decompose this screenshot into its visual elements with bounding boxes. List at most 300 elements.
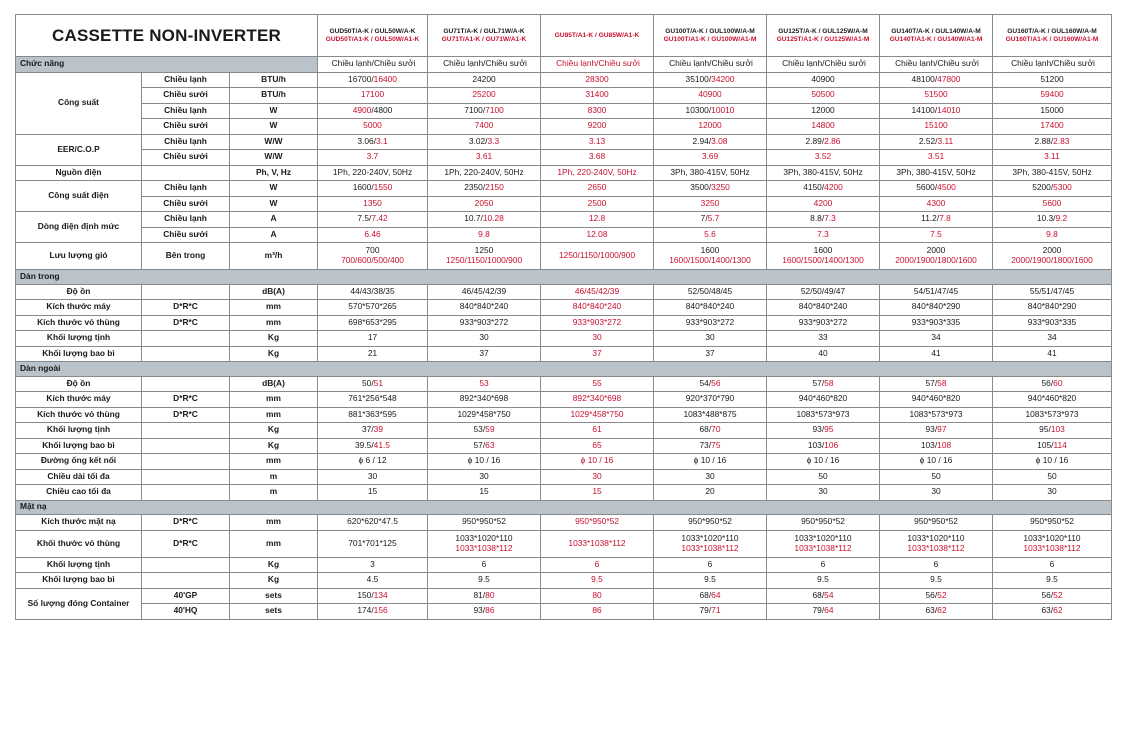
value-cell: 46/45/42/39	[428, 284, 541, 300]
value-part: 10010	[711, 104, 735, 115]
value-part: 7.42	[371, 213, 388, 224]
value-part: 64	[711, 589, 721, 600]
value-part: 53/	[473, 424, 486, 435]
model-header	[318, 15, 428, 57]
model-name-primary: GU71T/A-K / GUL71W/A-K	[443, 27, 525, 35]
value-part: 3250	[700, 197, 720, 208]
value-cell: 41	[880, 346, 993, 362]
value-part: 4200	[813, 197, 833, 208]
row-sublabel: Chiều sưởi	[142, 150, 230, 166]
table-row	[16, 573, 1112, 589]
value-part: 1550	[373, 182, 393, 193]
value-part: 3.08	[711, 135, 728, 146]
value-cell: 950*950*52	[541, 515, 654, 531]
value-part: 68/	[699, 589, 712, 600]
row-label: Công suất điện	[16, 181, 142, 212]
value-cell	[318, 376, 428, 392]
value-cell	[428, 103, 541, 119]
value-cell: 3.68	[541, 150, 654, 166]
value-line-2: 1033*1038*112	[907, 542, 965, 553]
value-cell: Chiều lạnh/Chiều sưởi	[541, 57, 654, 73]
value-cell	[654, 227, 767, 243]
section-header: Mặt nạ	[16, 500, 1112, 515]
value-cell: 940*460*820	[767, 392, 880, 408]
value-cell: 1029*458*750	[541, 407, 654, 423]
row-label: Khối thước vỏ thùng	[16, 530, 142, 557]
value-part: 2350/	[464, 182, 486, 193]
value-cell: 3Ph, 380-415V, 50Hz	[654, 165, 767, 181]
value-part: 57/	[473, 439, 486, 450]
value-cell	[428, 88, 541, 104]
value-cell	[428, 181, 541, 197]
value-cell: 30	[654, 469, 767, 485]
table-row	[16, 57, 1112, 73]
row-sublabel: 40'GP	[142, 588, 230, 604]
row-unit: A	[230, 212, 318, 228]
value-cell: ϕ 10 / 16	[654, 454, 767, 470]
value-line-2: 1033*1038*112	[794, 542, 852, 553]
value-part: 5.7	[707, 213, 720, 224]
value-part: 14100/	[911, 104, 938, 115]
value-part: 95	[824, 424, 834, 435]
value-cell	[654, 243, 767, 270]
value-cell: 65	[541, 438, 654, 454]
row-label: Khối lượng bao bì	[16, 346, 142, 362]
value-part: 7100	[485, 104, 504, 115]
value-cell	[318, 227, 428, 243]
value-cell	[428, 212, 541, 228]
value-cell: 34	[993, 331, 1112, 347]
value-cell	[767, 530, 880, 557]
value-part: 7.8	[939, 213, 951, 224]
model-name-secondary: GUD50T/A1-K / GUL50W/A1-K	[325, 35, 420, 43]
row-unit: Kg	[230, 331, 318, 347]
value-cell	[993, 438, 1112, 454]
value-cell	[654, 134, 767, 150]
table-row	[16, 270, 1112, 285]
value-part: 3.11	[937, 135, 954, 146]
value-part: 134	[373, 589, 388, 600]
value-cell	[654, 119, 767, 135]
value-cell	[880, 134, 993, 150]
row-sublabel: D*R*C	[142, 407, 230, 423]
value-part: 6.46	[364, 228, 381, 239]
value-cell	[654, 423, 767, 439]
value-cell: 840*840*290	[993, 300, 1112, 316]
value-part: 3.1	[375, 135, 388, 146]
value-cell	[767, 181, 880, 197]
value-cell: 61	[541, 423, 654, 439]
value-cell: 51200	[993, 72, 1112, 88]
value-line-1: 1600	[700, 245, 720, 256]
row-unit: sets	[230, 604, 318, 620]
value-cell	[767, 243, 880, 270]
value-part: 5300	[1053, 182, 1072, 193]
value-cell: 1083*573*973	[767, 407, 880, 423]
table-row	[16, 212, 1112, 228]
value-part: 79/	[812, 605, 825, 616]
value-part: 56/	[1041, 377, 1054, 388]
row-sublabel: Chiều sưởi	[142, 196, 230, 212]
value-line-2: 1600/1500/1400/1300	[782, 255, 864, 265]
value-cell	[993, 212, 1112, 228]
model-header	[767, 15, 880, 57]
value-part: 7/	[700, 213, 708, 224]
value-part: 97	[937, 424, 947, 435]
value-cell: 2500	[541, 196, 654, 212]
value-cell: ϕ 10 / 16	[993, 454, 1112, 470]
model-name-secondary: GU71T/A1-K / GU71W/A1-K	[441, 35, 527, 43]
table-row	[16, 284, 1112, 300]
value-cell	[428, 438, 541, 454]
row-sublabel: D*R*C	[142, 315, 230, 331]
value-part: 2.52/	[918, 135, 938, 146]
value-cell	[880, 150, 993, 166]
value-cell: 933*903*272	[428, 315, 541, 331]
value-cell	[880, 438, 993, 454]
value-part: 3.02/	[468, 135, 488, 146]
value-part: 41.5	[373, 439, 390, 450]
value-cell	[767, 588, 880, 604]
value-line-2: 1600/1500/1400/1300	[669, 255, 751, 265]
model-name-primary: GU125T/A-K / GUL125W/A-M	[778, 27, 868, 35]
row-sublabel: Chiều lạnh	[142, 212, 230, 228]
model-header	[880, 15, 993, 57]
row-label: Dòng điện định mức	[16, 212, 142, 243]
value-cell: 950*950*52	[993, 515, 1112, 531]
value-cell: 620*620*47.5	[318, 515, 428, 531]
value-part: 5000	[363, 120, 382, 131]
value-cell: 30	[541, 469, 654, 485]
value-cell: 3Ph, 380-415V, 50Hz	[993, 165, 1112, 181]
value-cell	[318, 119, 428, 135]
row-label: Số lượng đóng Container	[16, 588, 142, 619]
value-cell	[880, 119, 993, 135]
value-cell	[880, 103, 993, 119]
value-part: 39	[373, 424, 383, 435]
value-part: 56/	[925, 589, 938, 600]
row-unit: W/W	[230, 150, 318, 166]
value-cell: 15	[541, 485, 654, 501]
table-row	[16, 227, 1112, 243]
value-line-2: 1033*1038*112	[681, 542, 739, 553]
value-part: 53	[479, 377, 489, 388]
value-cell: 28300	[541, 72, 654, 88]
value-cell	[767, 438, 880, 454]
value-part: 93/	[812, 424, 825, 435]
value-part: 3.06/	[357, 135, 376, 146]
value-part: 7.3	[824, 213, 836, 224]
model-name-primary: GU100T/A-K / GUL100W/A-M	[665, 27, 755, 35]
value-line-1: 2000	[1042, 245, 1062, 256]
value-cell	[880, 604, 993, 620]
model-name-primary: GU140T/A-K / GUL140W/A-M	[891, 27, 981, 35]
value-cell: 4.5	[318, 573, 428, 589]
value-part: 2150	[485, 182, 504, 193]
value-part: 7.3	[817, 228, 829, 239]
table-row	[16, 500, 1112, 515]
row-unit: mm	[230, 300, 318, 316]
value-line-1: 1033*1020*110	[794, 532, 852, 543]
row-sublabel: Chiều lạnh	[142, 103, 230, 119]
value-line-1: 1600	[813, 245, 833, 256]
value-cell: 30	[880, 485, 993, 501]
row-unit: Kg	[230, 573, 318, 589]
value-part: 63/	[1041, 605, 1054, 616]
value-cell	[654, 438, 767, 454]
table-row	[16, 530, 1112, 557]
value-part: 17400	[1040, 120, 1064, 131]
value-cell	[428, 119, 541, 135]
value-cell: 3.13	[541, 134, 654, 150]
value-part: 52	[937, 589, 947, 600]
value-cell	[880, 227, 993, 243]
row-sublabel	[142, 469, 230, 485]
value-part: 4300	[926, 197, 946, 208]
row-label: Chiều dài tối đa	[16, 469, 142, 485]
model-header	[993, 15, 1112, 57]
value-cell: 80	[541, 588, 654, 604]
table-row	[16, 376, 1112, 392]
value-part: 156	[373, 605, 388, 616]
value-cell: 1033*1038*112	[541, 530, 654, 557]
value-cell: ϕ 10 / 16	[767, 454, 880, 470]
value-cell: 1Ph, 220-240V, 50Hz	[318, 165, 428, 181]
value-cell	[993, 88, 1112, 104]
value-line-2: 2000/1900/1800/1600	[1011, 255, 1093, 265]
value-part: 10.28	[482, 213, 504, 224]
value-cell	[318, 212, 428, 228]
value-part: 103/	[807, 439, 825, 450]
value-cell: 9.5	[880, 573, 993, 589]
value-part: 3250	[711, 182, 730, 193]
value-part: 103	[1050, 424, 1065, 435]
value-part: 10300/	[685, 104, 712, 115]
model-name-primary: GU160T/A-K / GUL160W/A-M	[1007, 27, 1097, 35]
value-cell: 840*840*290	[880, 300, 993, 316]
value-cell	[993, 196, 1112, 212]
table-row	[16, 588, 1112, 604]
row-unit: BTU/h	[230, 88, 318, 104]
value-cell	[880, 196, 993, 212]
value-cell	[880, 72, 993, 88]
table-row	[16, 119, 1112, 135]
value-part: 3.61	[475, 151, 493, 162]
table-row	[16, 469, 1112, 485]
value-cell: 86	[541, 604, 654, 620]
value-cell: ϕ 10 / 16	[428, 454, 541, 470]
value-cell	[428, 150, 541, 166]
table-row	[16, 331, 1112, 347]
value-cell: 30	[767, 485, 880, 501]
value-cell: 950*950*52	[767, 515, 880, 531]
value-cell	[767, 150, 880, 166]
value-cell: 52/50/48/45	[654, 284, 767, 300]
value-cell	[993, 119, 1112, 135]
row-sublabel: D*R*C	[142, 392, 230, 408]
value-part: 14010	[937, 104, 961, 115]
row-sublabel	[142, 423, 230, 439]
value-cell: 9.5	[767, 573, 880, 589]
row-label: Khối lượng bao bì	[16, 573, 142, 589]
value-part: 54/	[699, 377, 712, 388]
value-part: 68/	[812, 589, 825, 600]
value-part: 56/	[1041, 589, 1054, 600]
row-unit: W	[230, 103, 318, 119]
row-unit: W/W	[230, 134, 318, 150]
value-cell: 6	[541, 557, 654, 573]
value-part: 39.5/	[355, 439, 374, 450]
value-cell: 37	[428, 346, 541, 362]
value-cell: 40900	[767, 72, 880, 88]
value-part: 60	[1053, 377, 1063, 388]
value-cell	[767, 88, 880, 104]
value-cell: 55	[541, 376, 654, 392]
value-cell	[318, 181, 428, 197]
value-cell: 34	[880, 331, 993, 347]
row-sublabel	[142, 557, 230, 573]
value-part: 8.8/	[810, 213, 825, 224]
row-label: Độ ồn	[16, 376, 142, 392]
row-sublabel: 40'HQ	[142, 604, 230, 620]
value-cell	[318, 196, 428, 212]
value-cell: 6	[880, 557, 993, 573]
value-part: 2.94/	[692, 135, 712, 146]
value-cell	[318, 103, 428, 119]
value-line-1: 1033*1020*110	[455, 532, 513, 543]
value-cell: 933*903*272	[767, 315, 880, 331]
table-row	[16, 243, 1112, 270]
value-part: 10.3/	[1036, 213, 1056, 224]
row-unit: Kg	[230, 557, 318, 573]
row-sublabel	[142, 573, 230, 589]
value-part: /4800	[371, 104, 393, 115]
value-cell	[993, 181, 1112, 197]
value-part: 3.52	[814, 151, 832, 162]
value-line-1: 2000	[926, 245, 946, 256]
row-label: Độ ồn	[16, 284, 142, 300]
value-part: 2.89/	[805, 135, 825, 146]
row-unit: Ph, V, Hz	[230, 165, 318, 181]
model-name-secondary: GU140T/A1-K / GU140W/A1-M	[889, 35, 983, 43]
value-cell: 570*570*265	[318, 300, 428, 316]
value-cell: 41	[993, 346, 1112, 362]
value-cell	[880, 530, 993, 557]
value-cell: 6	[428, 557, 541, 573]
value-cell: 12000	[767, 103, 880, 119]
value-cell: 1083*488*875	[654, 407, 767, 423]
value-cell: 3Ph, 380-415V, 50Hz	[767, 165, 880, 181]
value-cell: 30	[318, 469, 428, 485]
value-part: 50/	[362, 377, 374, 388]
table-row	[16, 485, 1112, 501]
value-part: 51500	[924, 89, 948, 100]
value-cell: 40	[767, 346, 880, 362]
value-cell: 15	[318, 485, 428, 501]
model-header	[654, 15, 767, 57]
value-cell: 6	[993, 557, 1112, 573]
table-row	[16, 604, 1112, 620]
model-name-secondary: GU160T/A1-K / GU160W/A1-M	[1005, 35, 1099, 43]
row-label: Khối lượng tịnh	[16, 557, 142, 573]
value-cell	[428, 604, 541, 620]
row-unit: dB(A)	[230, 284, 318, 300]
row-sublabel	[142, 331, 230, 347]
value-line-2: 1250/1150/1000/900	[445, 255, 523, 265]
row-label: Khối lượng tịnh	[16, 423, 142, 439]
value-cell	[993, 604, 1112, 620]
value-part: 17100	[360, 89, 385, 100]
value-cell	[993, 150, 1112, 166]
table-row	[16, 165, 1112, 181]
value-cell	[318, 423, 428, 439]
value-cell: 2650	[541, 181, 654, 197]
row-label: Kích thước vỏ thùng	[16, 315, 142, 331]
value-part: 2.86	[824, 135, 841, 146]
value-part: 3.3	[487, 135, 500, 146]
value-cell	[654, 150, 767, 166]
value-part: 12000	[698, 120, 722, 131]
value-cell	[654, 530, 767, 557]
table-row	[16, 315, 1112, 331]
value-cell	[880, 588, 993, 604]
value-cell: 30	[541, 331, 654, 347]
value-cell: 9.5	[993, 573, 1112, 589]
model-header	[428, 15, 541, 57]
value-cell: 8300	[541, 103, 654, 119]
spec-table	[15, 14, 1112, 620]
value-cell: 840*840*240	[428, 300, 541, 316]
value-part: 3.7	[366, 151, 379, 162]
table-row	[16, 392, 1112, 408]
table-row	[16, 454, 1112, 470]
value-part: 79/	[699, 605, 712, 616]
value-cell	[880, 212, 993, 228]
value-cell: 1250/1150/1000/900	[541, 243, 654, 270]
row-unit: BTU/h	[230, 72, 318, 88]
value-cell: 30	[654, 331, 767, 347]
value-part: 58	[937, 377, 947, 388]
value-cell: 37	[654, 346, 767, 362]
value-part: 93/	[925, 424, 938, 435]
page-title: CASSETTE NON-INVERTER	[16, 15, 318, 57]
value-cell: ϕ 10 / 16	[880, 454, 993, 470]
row-sublabel: Chiều lạnh	[142, 134, 230, 150]
row-sublabel: Bên trong	[142, 243, 230, 270]
value-cell: 950*950*52	[880, 515, 993, 531]
row-sublabel: Chiều sưởi	[142, 119, 230, 135]
value-cell	[767, 423, 880, 439]
value-cell	[654, 588, 767, 604]
value-cell: 21	[318, 346, 428, 362]
value-part: 11.2/	[921, 213, 940, 224]
value-cell: 1083*573*973	[880, 407, 993, 423]
value-cell: 24200	[428, 72, 541, 88]
value-cell: ϕ 10 / 16	[541, 454, 654, 470]
value-part: 57/	[812, 377, 825, 388]
value-cell	[428, 530, 541, 557]
value-part: 9.2	[1055, 213, 1068, 224]
value-cell: 50	[767, 469, 880, 485]
value-cell: 33	[767, 331, 880, 347]
value-cell: 6	[767, 557, 880, 573]
value-part: 62	[1053, 605, 1063, 616]
value-cell: 840*840*240	[541, 300, 654, 316]
table-row	[16, 438, 1112, 454]
value-part: 75	[711, 439, 721, 450]
value-part: 15100	[924, 120, 948, 131]
value-cell: 17	[318, 331, 428, 347]
